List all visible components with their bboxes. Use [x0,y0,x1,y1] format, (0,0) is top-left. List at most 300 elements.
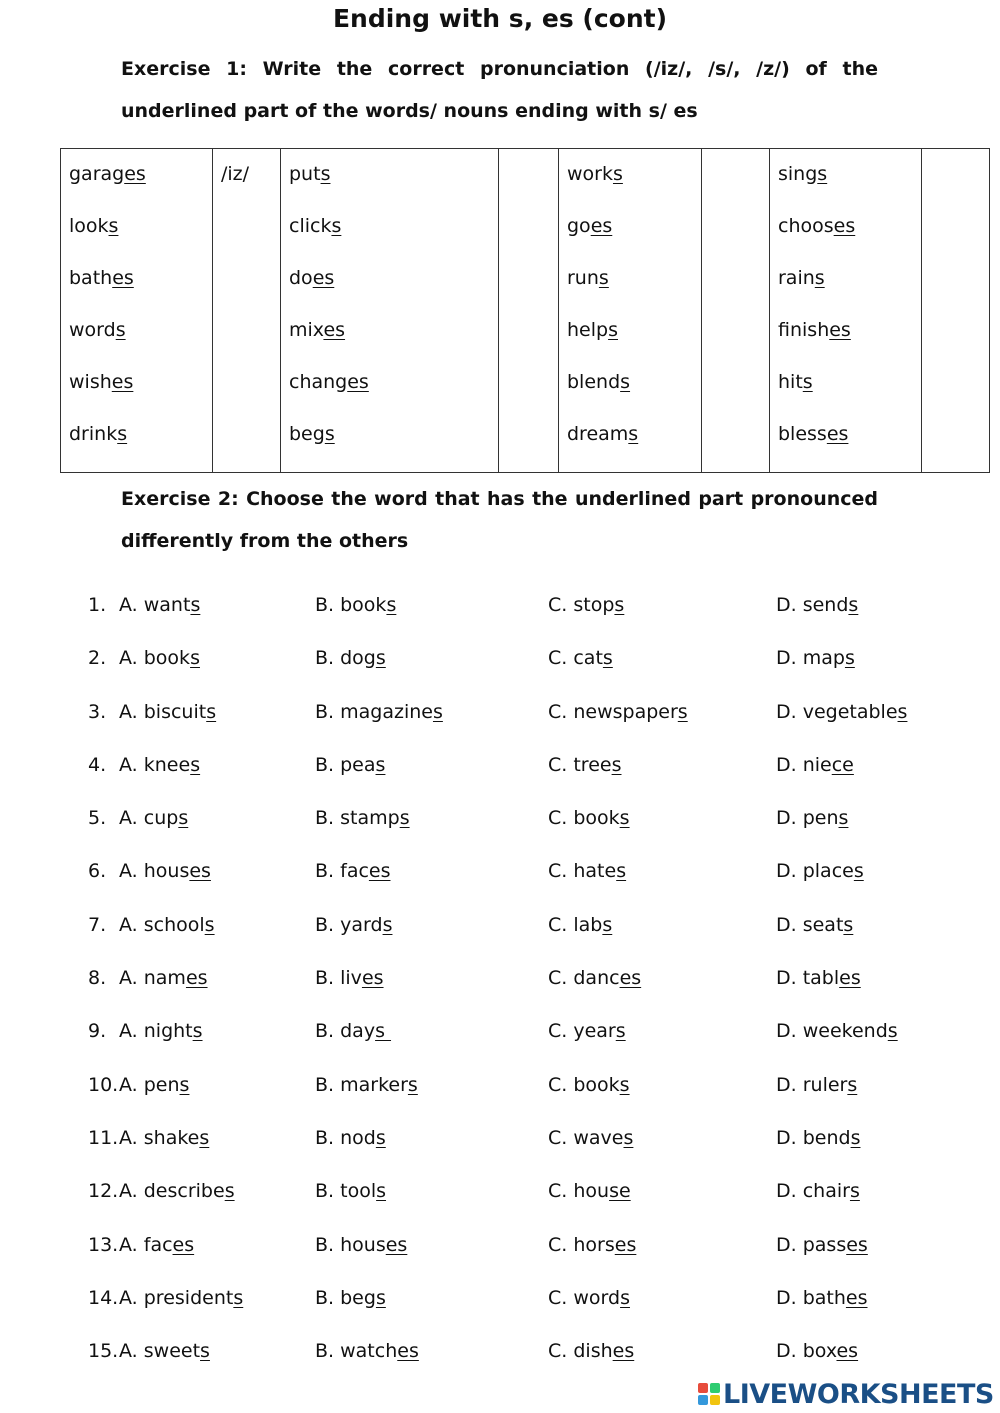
question-number: 6. [88,860,107,883]
question-row [0,1065,1000,1118]
option-letter: C. [548,807,568,830]
underlined-suffix: s [843,913,854,936]
word-stem: place [802,860,854,883]
word-stem: nod [340,1126,376,1149]
underlined-suffix: s [611,753,622,776]
option-word [803,807,849,829]
answer-text: /iz/ [221,163,250,185]
underlined-suffix: s [432,700,443,723]
option-letter: A. [119,1340,138,1363]
option-b[interactable] [315,958,384,998]
option-b[interactable] [315,905,392,945]
word-stem: sing [778,163,818,185]
table-word [69,371,133,393]
option-word [144,754,200,776]
option-c[interactable] [548,798,630,838]
question-number: 11. [88,1126,119,1149]
table-word [69,319,126,341]
question-row [0,1225,1000,1278]
option-c[interactable] [548,1065,630,1105]
option-c[interactable] [548,1225,636,1265]
option-letter: A. [119,1126,138,1149]
option-word [144,1180,235,1202]
question-number: 12. [88,1180,119,1203]
underlined-suffix: s [628,423,639,445]
underlined-suffix: es [368,860,391,883]
question-number: 15. [88,1340,119,1363]
option-d[interactable] [776,1331,858,1371]
question-number: 3. [88,700,107,723]
option-word [803,967,861,989]
word-stem: stamp [340,807,400,830]
underlined-suffix: es [619,967,642,990]
answer-cell-1[interactable] [213,149,281,473]
question-number: 5. [88,807,107,830]
option-word [573,701,687,723]
option-a[interactable] [119,958,208,998]
answer-cell-4[interactable] [922,149,990,473]
option-d[interactable] [776,1118,860,1158]
word-stem: rain [778,267,815,289]
word-stem: hous [340,1233,386,1256]
exercise1-instruction [121,48,878,132]
underlined-suffix: s [331,215,342,237]
word-stem: garag [69,163,125,185]
option-word [573,914,612,936]
option-d[interactable] [776,745,854,785]
option-letter: C. [548,1233,568,1256]
underlined-suffix: es [397,1340,419,1363]
option-c[interactable] [548,851,626,891]
option-letter: A. [119,1073,138,1096]
option-word [144,807,188,829]
option-a[interactable] [119,585,200,625]
table-word [567,423,638,445]
question-number: 2. [88,647,107,670]
underlined-suffix: es [185,967,208,990]
underlined-suffix: s [817,163,828,185]
option-c[interactable] [548,585,624,625]
underlined-suffix: s [233,1286,244,1309]
option-word [803,701,908,723]
option-word [340,860,390,882]
word-stem: choos [778,215,834,237]
option-a[interactable] [119,1225,194,1265]
option-word [573,807,629,829]
option-letter: B. [315,647,335,670]
word-stem: bless [778,423,827,445]
option-b[interactable] [315,585,396,625]
option-letter: B. [315,594,335,616]
option-d[interactable] [776,905,853,945]
word-stem: dream [567,423,629,445]
option-a[interactable] [119,1278,243,1318]
word-stem: fac [340,860,369,883]
option-word [144,1074,190,1096]
underlined-suffix: s [375,1126,386,1149]
option-b[interactable] [315,1118,386,1158]
table-word [69,423,127,445]
word-stem: liv [340,967,362,990]
option-word [340,807,409,829]
underlined-suffix: s [598,267,609,289]
underlined-suffix: s [206,700,217,723]
word-stem: ruler [802,1073,848,1096]
option-word [573,594,624,616]
option-word [803,1074,858,1096]
word-stem: weekend [802,1020,888,1043]
word-column-4 [770,149,922,473]
word-stem: fac [143,1233,173,1256]
option-word [573,1020,625,1042]
underlined-suffix: s [602,647,613,670]
option-d[interactable] [776,958,861,998]
word-stem: go [567,215,591,237]
option-letter: C. [548,1286,568,1309]
option-letter: D. [776,1340,797,1363]
option-letter: B. [315,967,335,990]
question-row [0,1118,1000,1171]
option-word [340,1340,419,1362]
word-stem: magazine [340,700,433,723]
option-letter: C. [548,700,568,723]
underlined-suffix: s [802,371,813,393]
option-b[interactable] [315,1171,386,1211]
underlined-suffix: s [623,1126,634,1149]
option-b[interactable] [315,1331,419,1371]
option-letter: A. [119,913,138,936]
option-d[interactable] [776,1171,860,1211]
option-word [573,860,626,882]
option-letter: D. [776,753,797,776]
option-letter: D. [776,1233,797,1256]
underlined-suffix: es [312,267,335,289]
option-word [340,647,386,669]
option-letter: C. [548,647,568,670]
option-a[interactable] [119,1011,203,1051]
underlined-suffix: es [172,1233,195,1256]
option-word [803,1234,868,1256]
word-stem: shake [143,1126,200,1149]
word-stem: click [289,215,332,237]
option-word [573,1234,636,1256]
option-c[interactable] [548,638,613,678]
option-c[interactable] [548,1011,626,1051]
option-letter: C. [548,1020,568,1043]
underlined-suffix: s [850,1126,861,1149]
option-b[interactable] [315,798,410,838]
option-word [803,1180,860,1202]
underlined-suffix: s [386,594,397,616]
option-word [803,754,854,776]
liveworksheets-logo-icon [697,1382,721,1406]
option-letter: D. [776,1180,797,1203]
underlined-suffix: s [897,700,908,723]
question-number: 7. [88,913,107,936]
underlined-suffix: s [399,807,410,830]
option-letter: D. [776,700,797,723]
option-letter: B. [315,1340,335,1363]
option-letter: B. [315,753,335,776]
option-word [573,1074,629,1096]
underlined-suffix: s [224,1180,235,1203]
word-stem: word [573,1286,621,1309]
option-a[interactable] [119,798,188,838]
underlined-suffix: es [323,319,346,341]
word-stem: blend [567,371,621,393]
underlined-suffix: es [111,371,134,393]
word-stem: pen [143,1073,180,1096]
underlined-suffix: es [361,967,384,990]
option-letter: A. [119,1286,138,1309]
word-stem: seat [802,913,844,936]
option-word [144,701,216,723]
option-a[interactable] [119,1331,210,1371]
word-stem: tree [573,753,612,776]
option-letter: A. [119,860,138,883]
underlined-suffix: s [616,860,627,883]
option-b[interactable] [315,1225,407,1265]
option-word [803,1020,898,1042]
option-c[interactable] [548,958,641,998]
underlined-suffix: s [844,647,855,670]
option-letter: C. [548,860,568,883]
underlined-suffix: s [615,1020,626,1043]
exercise2-instruction-line1: Exercise 2: Choose the word that has the underlined part pronounced [121,488,878,510]
word-stem: stop [573,594,615,616]
option-c[interactable] [548,1118,633,1158]
underlined-suffix: s [620,1286,630,1309]
exercise1-instruction-line1: Exercise 1: Write the correct pronunciation (/iz/, /s/, /z/) of the [121,58,878,80]
question-row [0,958,1000,1011]
exercise2-question-list [0,585,1000,1384]
option-a[interactable] [119,1118,209,1158]
option-b[interactable] [315,745,385,785]
option-letter: D. [776,1126,797,1149]
option-letter: D. [776,647,797,670]
question-number: 1. [88,594,107,616]
underlined-suffix: s [619,1073,630,1096]
option-word [144,594,201,616]
word-stem: cup [143,807,179,830]
exercise2-instruction-line2: differently from the others [121,530,409,552]
option-letter: C. [548,594,568,616]
option-letter: A. [119,647,138,670]
option-c[interactable] [548,1331,634,1371]
word-stem: hit [778,371,803,393]
underlined-suffix: es [590,215,613,237]
underlined-suffix: s [407,1073,418,1096]
option-letter: D. [776,1286,797,1309]
option-word [340,914,392,936]
word-stem: knee [143,753,191,776]
option-a[interactable] [119,745,200,785]
table-word [778,319,851,341]
word-stem: year [573,1020,616,1043]
underlined-suffix: se [609,1180,631,1203]
word-stem: school [143,913,205,936]
word-stem: marker [340,1073,408,1096]
option-word [573,1180,630,1202]
option-a[interactable] [119,1171,235,1211]
underlined-suffix: s [602,913,613,936]
option-word [144,1127,210,1149]
question-row [0,692,1000,745]
option-c[interactable] [548,1278,630,1318]
option-d[interactable] [776,798,848,838]
option-a[interactable] [119,638,200,678]
option-letter: D. [776,594,797,616]
option-a[interactable] [119,1065,189,1105]
word-stem: hate [573,860,617,883]
question-number: 8. [88,967,107,990]
option-b[interactable] [315,638,386,678]
table-word [567,267,609,289]
option-word [573,967,641,989]
word-stem: want [143,594,191,616]
word-stem: biscuit [143,700,207,723]
word-column-2 [281,149,499,473]
option-letter: A. [119,1020,138,1043]
word-stem: look [69,215,109,237]
underlined-suffix: s [190,647,200,670]
word-stem: sweet [143,1340,201,1363]
question-row [0,1171,1000,1224]
option-d[interactable] [776,1278,868,1318]
question-number: 13. [88,1233,119,1256]
table-word [289,371,369,393]
option-word [573,647,612,669]
table-word [69,215,118,237]
word-stem: put [289,163,321,185]
option-letter: D. [776,913,797,936]
answer-cell-3[interactable] [702,149,770,473]
option-word [144,860,211,882]
underlined-suffix: s [320,163,331,185]
answer-cell-2[interactable] [499,149,559,473]
option-d[interactable] [776,692,907,732]
question-row [0,638,1000,691]
option-b[interactable] [315,1011,391,1051]
word-stem: wish [69,371,112,393]
underlined-suffix: s [192,1020,203,1043]
question-row [0,798,1000,851]
underlined-suffix: s [375,647,386,670]
underlined-suffix: es [112,267,134,289]
exercise1-table [60,148,990,473]
option-word [144,1234,194,1256]
word-stem: run [567,267,599,289]
word-stem: pass [802,1233,847,1256]
word-stem: book [573,1073,620,1096]
option-c[interactable] [548,692,688,732]
table-word [778,267,825,289]
option-c[interactable] [548,745,622,785]
option-d[interactable] [776,585,858,625]
underlined-suffix: s [375,1020,392,1043]
word-stem: describe [143,1180,225,1203]
option-letter: B. [315,1126,335,1149]
exercise1-instruction-line2: underlined part of the words/ nouns ending with s/ es [121,100,698,122]
word-stem: tool [340,1180,377,1203]
word-stem: do [289,267,313,289]
option-a[interactable] [119,692,216,732]
option-word [340,1020,391,1042]
option-letter: B. [315,1286,335,1309]
option-word [340,594,396,616]
option-b[interactable] [315,851,391,891]
table-word [289,215,341,237]
underlined-suffix: s [375,1286,386,1309]
word-stem: finish [778,319,830,341]
word-stem: president [143,1286,234,1309]
word-stem: tabl [802,967,840,990]
option-b[interactable] [315,1065,418,1105]
option-a[interactable] [119,851,211,891]
option-letter: C. [548,753,568,776]
option-a[interactable] [119,905,215,945]
word-stem: box [802,1340,837,1363]
table-word [567,371,630,393]
word-stem: wave [573,1126,624,1149]
option-letter: D. [776,967,797,990]
question-number: 14. [88,1286,119,1309]
option-word [144,1020,203,1042]
word-stem: bend [802,1126,851,1149]
question-row [0,851,1000,904]
table-word [567,163,623,185]
question-number: 4. [88,753,107,776]
underlined-suffix: es [385,1233,408,1256]
word-stem: book [143,647,191,670]
word-stem: nam [143,967,186,990]
option-word [803,1340,858,1362]
option-b[interactable] [315,1278,386,1318]
option-d[interactable] [776,851,864,891]
option-b[interactable] [315,692,443,732]
table-word [289,267,334,289]
option-letter: C. [548,913,568,936]
underlined-suffix: es [124,163,146,185]
word-stem: night [143,1020,193,1043]
option-d[interactable] [776,638,855,678]
option-c[interactable] [548,1171,631,1211]
liveworksheets-logo-text: LIVEWORKSHEETS [723,1378,994,1410]
underlined-suffix: es [836,1340,859,1363]
underlined-suffix: s [376,1180,387,1203]
word-stem: yard [340,913,383,936]
option-d[interactable] [776,1225,868,1265]
option-d[interactable] [776,1065,857,1105]
option-c[interactable] [548,905,612,945]
option-letter: B. [315,1180,335,1203]
option-d[interactable] [776,1011,898,1051]
option-letter: A. [119,700,138,723]
option-word [340,967,383,989]
option-word [573,1340,634,1362]
option-letter: B. [315,700,335,723]
table-word [778,423,848,445]
option-letter: C. [548,1180,568,1203]
option-letter: A. [119,1180,138,1203]
word-stem: mix [289,319,324,341]
underlined-suffix: es [846,1233,868,1256]
option-letter: C. [548,1340,568,1363]
word-stem: dog [340,647,376,670]
option-word [144,914,215,936]
option-letter: A. [119,753,138,776]
option-letter: C. [548,967,568,990]
